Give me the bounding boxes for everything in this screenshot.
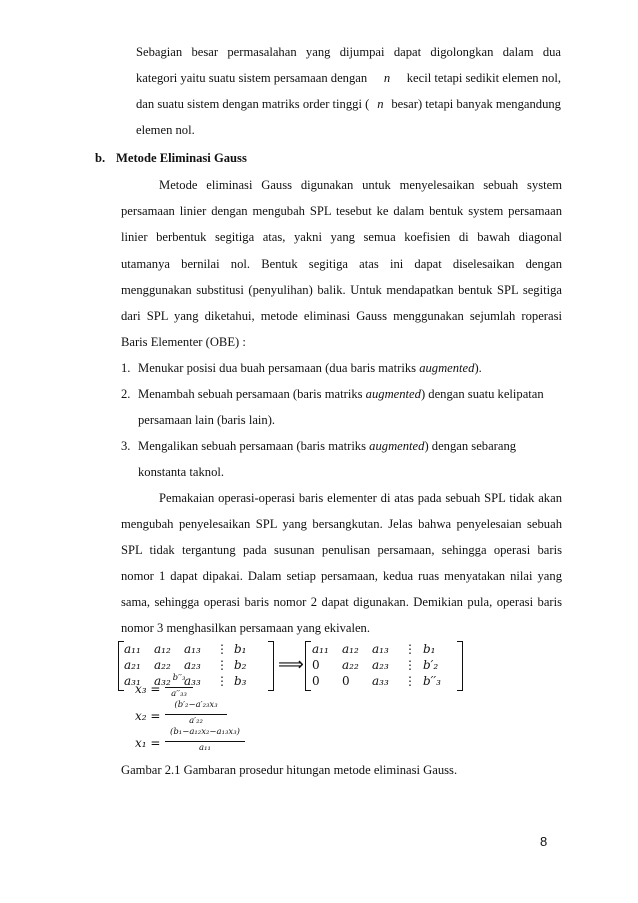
list-item-2-em: augmented xyxy=(365,387,421,401)
list-item-1-em: augmented xyxy=(419,361,475,375)
matrix-left-cell-r1-c2: a₁₂ xyxy=(154,642,171,656)
para1-line-5: menggunakan substitusi (penyulihan) balik. Untuk mendapatkan bentuk SPL segitiga xyxy=(121,283,562,297)
para2-line-3: SPL tidak tergantung pada susunan penulisan persamaan, sehingga operasi baris xyxy=(121,543,562,557)
intro-var-n-2: n xyxy=(377,97,384,111)
para2-line-1: Pemakaian operasi-operasi baris elementer di atas pada sebuah SPL tidak akan xyxy=(159,491,562,505)
matrix-right-cell-r1-c2: a₁₂ xyxy=(342,642,359,656)
matrix-right-cell-r1-c1: a₁₁ xyxy=(312,642,329,656)
matrix-right-cell-r2-c3: a₂₃ xyxy=(372,658,389,672)
matrix-left-cell-r3-c3: a₃₃ xyxy=(184,674,201,688)
list-item-2-pre: Menambah sebuah persamaan (baris matriks xyxy=(138,387,366,401)
intro-line-3 xyxy=(136,96,561,112)
section-label: b. xyxy=(95,151,106,165)
matrix-left-cell-r2-c5: b₂ xyxy=(234,658,247,672)
matrix-right-cell-r1-c4: ⋮ xyxy=(404,642,416,656)
para2-line-4: nomor 1 dapat dipakai. Dalam setiap persamaan, kedua ruas menyatakan nilai yang xyxy=(121,569,562,583)
list-item-3 xyxy=(121,438,516,454)
matrix-left-cell-r2-c1: a₂₁ xyxy=(124,658,141,672)
matrix-left-cell-r1-c3: a₁₃ xyxy=(184,642,201,656)
matrix-right-cell-r2-c2: a₂₂ xyxy=(342,658,359,672)
para1-line-7: Baris Elementer (OBE) : xyxy=(121,335,246,349)
list-item-2-cont: persamaan lain (baris lain). xyxy=(138,413,276,427)
list-item-1-post: ). xyxy=(474,361,482,375)
intro-line-4: elemen nol. xyxy=(136,123,195,137)
matrix-right-cell-r3-c2: 0 xyxy=(342,674,350,688)
list-item-2 xyxy=(121,386,544,402)
matrix-left-cell-r1-c4: ⋮ xyxy=(216,642,228,656)
intro-line-3-b: besar) tetapi banyak mengandung xyxy=(391,97,561,111)
matrix-right-cell-r3-c4: ⋮ xyxy=(404,674,416,688)
formula-x1-bar xyxy=(165,741,245,742)
list-item-1-pre: Menukar posisi dua buah persamaan (dua baris matriks xyxy=(138,361,420,375)
formula-x3-bar xyxy=(165,687,193,688)
matrix-right-cell-r3-c5: b′′₃ xyxy=(423,674,441,688)
formula-x2-bar xyxy=(165,714,227,715)
para1-line-6: dari SPL yang diketahui, metode eliminasi Gauss menggunakan sejumlah roperasi xyxy=(121,309,562,323)
matrix-left-cell-r2-c2: a₂₂ xyxy=(154,658,171,672)
para1-line-4: utamanya bernilai nol. Bentuk segitiga atas ini dapat diselesaikan dengan xyxy=(121,257,562,271)
para1-line-2: persamaan linier dengan mengubah SPL tesebut ke dalam bentuk system persamaan xyxy=(121,204,562,218)
intro-line-2-b: kecil tetapi sedikit elemen nol, xyxy=(406,71,561,85)
list-item-1 xyxy=(121,360,482,376)
matrix-right-cell-r1-c5: b₁ xyxy=(423,642,436,656)
matrix-right-cell-r2-c4: ⋮ xyxy=(404,658,416,672)
section-heading xyxy=(95,150,247,166)
para2-line-2: mengubah penyelesaikan SPL yang bersangkutan. Jelas bahwa penyelesaian sebuah xyxy=(121,517,562,531)
formula-x1-lhs: x₁ = xyxy=(135,736,161,750)
matrix-left-cell-r3-c1: a₃₁ xyxy=(124,674,141,688)
intro-var-n: n xyxy=(383,71,391,85)
list-item-1-num: 1. xyxy=(121,361,131,375)
matrix-left-cell-r2-c3: a₂₃ xyxy=(184,658,201,672)
formula-x3-denominator: a′′₃₃ xyxy=(171,689,187,699)
matrix-right-cell-r3-c3: a₃₃ xyxy=(372,674,389,688)
list-item-3-post: ) dengan sebarang xyxy=(424,439,517,453)
formula-x2-denominator: a′₂₂ xyxy=(189,716,203,726)
matrix-left-cell-r3-c4: ⋮ xyxy=(216,674,228,688)
matrix-right-cell-r2-c1: 0 xyxy=(312,658,320,672)
list-item-2-num: 2. xyxy=(121,387,131,401)
right-matrix-close-bracket xyxy=(457,641,463,691)
intro-line-2 xyxy=(136,70,561,86)
matrix-right-cell-r3-c1: 0 xyxy=(312,674,320,688)
matrix-left-cell-r1-c5: b₁ xyxy=(234,642,247,656)
formula-x2-lhs: x₂ = xyxy=(135,709,161,723)
intro-line-3-a: dan suatu sistem dengan matriks order tinggi ( xyxy=(136,97,370,111)
formula-x1 xyxy=(135,727,355,759)
formula-x2-numerator: (b′₂−a′₂₃x₃ xyxy=(174,700,218,710)
para2-line-5: sama, sehingga operasi baris nomor 2 dapat digunakan. Demikian pula, operasi baris xyxy=(121,595,562,609)
section-title: Metode Eliminasi Gauss xyxy=(116,151,247,165)
matrix-left-cell-r3-c5: b₃ xyxy=(234,674,247,688)
list-item-3-cont: konstanta taknol. xyxy=(138,465,225,479)
page-number: 8 xyxy=(540,834,548,849)
intro-line-1: Sebagian besar permasalahan yang dijumpai dapat digolongkan dalam dua xyxy=(136,45,561,59)
matrix-left-cell-r3-c2: a₃₂ xyxy=(154,674,171,688)
figure-caption: Gambar 2.1 Gambaran prosedur hitungan metode eliminasi Gauss. xyxy=(121,763,458,777)
formula-x3-numerator: b′′₃ xyxy=(172,673,186,683)
intro-line-2-a: kategori yaitu suatu sistem persamaan dengan xyxy=(136,71,368,85)
formula-x3-lhs: x₃ = xyxy=(135,682,161,696)
list-item-3-pre: Mengalikan sebuah persamaan (baris matriks xyxy=(138,439,370,453)
list-item-2-post: ) dengan suatu kelipatan xyxy=(420,387,544,401)
implies-arrow: ⟹ xyxy=(278,654,304,675)
formula-x1-denominator: a₁₁ xyxy=(199,743,211,753)
matrix-left-cell-r1-c1: a₁₁ xyxy=(124,642,141,656)
matrix-left-cell-r2-c4: ⋮ xyxy=(216,658,228,672)
para2-line-6: nomor 3 menghasilkan persamaan yang ekivalen. xyxy=(121,621,370,635)
matrix-right-cell-r1-c3: a₁₃ xyxy=(372,642,389,656)
matrix-right-cell-r2-c5: b′₂ xyxy=(423,658,439,672)
formula-x1-numerator: (b₁−a₁₂x₂−a₁₃x₃) xyxy=(170,727,240,737)
para1-line-1: Metode eliminasi Gauss digunakan untuk menyelesaikan sebuah system xyxy=(159,178,562,192)
list-item-3-num: 3. xyxy=(121,439,131,453)
para1-line-3: linier berbentuk segitiga atas, yakni yang semua koefisien di bawah diagonal xyxy=(121,230,562,244)
list-item-3-em: augmented xyxy=(369,439,425,453)
